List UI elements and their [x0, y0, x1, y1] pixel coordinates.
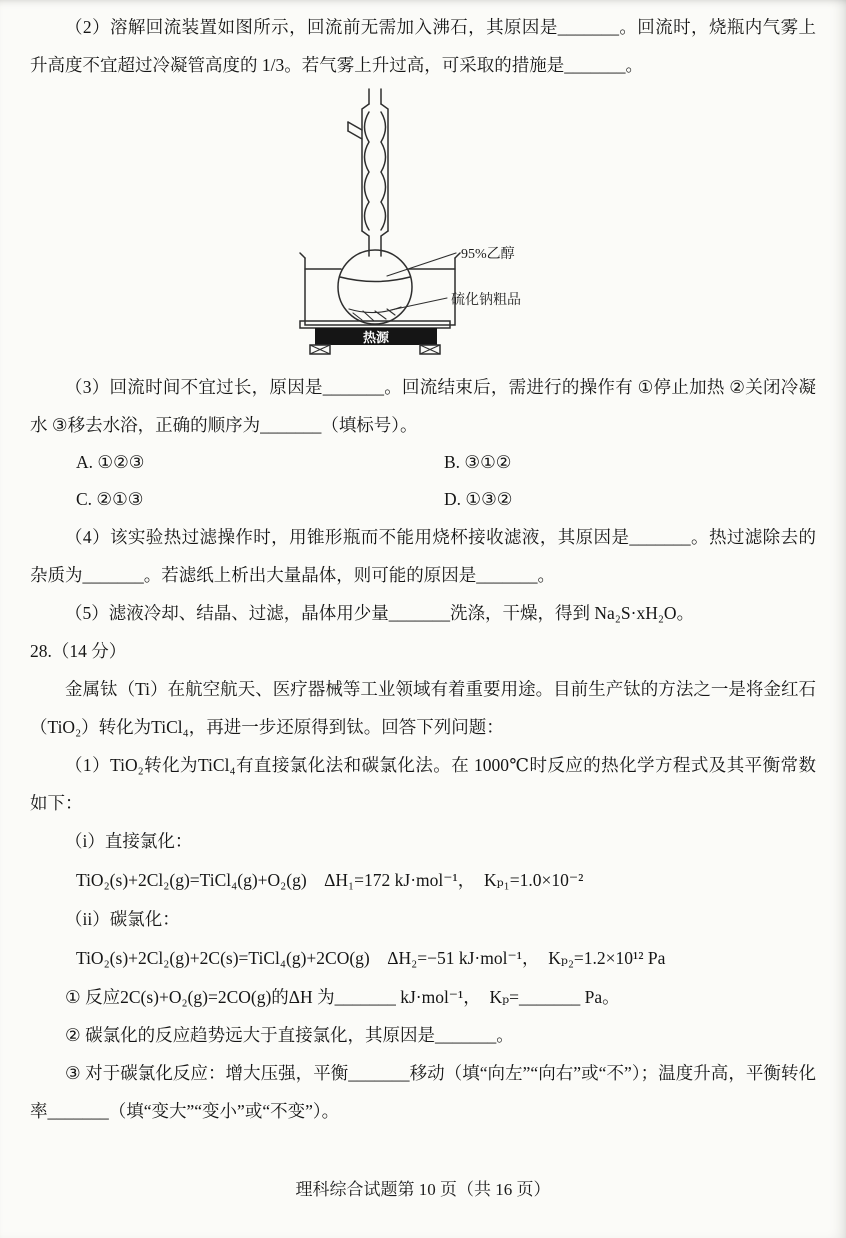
equation-carbochlorination: TiO₂(s)+2Cl₂(g)+2C(s)=TiCl₄(g)+2CO(g) ΔH₂=−51 kJ·mol⁻¹， Kₚ₂=1.2×10¹² Pa	[76, 948, 666, 968]
condenser-icon	[348, 89, 388, 256]
question-28-heading: 28.（14 分）	[30, 641, 127, 661]
carbochlorination-label: （ii）碳氯化：	[65, 909, 180, 929]
question-5-text: （5）滤液冷却、结晶、过滤，晶体用少量_______洗涤，干燥，得到 Na₂S·xH₂O。	[65, 603, 695, 623]
question-3-text: （3）回流时间不宜过长，原因是_______。回流结束后，需进行的操作有 ①停止加热 ②关闭冷凝水 ③移去水浴，正确的顺序为_______（填标号）。	[30, 377, 816, 435]
option-c: C. ②①③	[76, 489, 144, 509]
label-ethanol: 95%乙醇	[461, 247, 515, 262]
question-4-text: （4）该实验热过滤操作时，用锥形瓶而不能用烧杯接收滤液，其原因是_______。热过滤除去的杂质为_______。若滤纸上析出大量晶体，则可能的原因是_______。	[30, 527, 816, 585]
label-heat-source: 热源	[362, 330, 390, 345]
reflux-apparatus-figure	[30, 86, 816, 368]
label-crude-product: 硫化钠粗品	[451, 293, 521, 308]
question-28-item-3: ③ 对于碳氯化反应：增大压强，平衡_______移动（填“向左”“向右”或“不”）；温度升高，平衡转化率_______（填“变大”“变小”或“不变”）。	[30, 1063, 816, 1121]
page-footer: 理科综合试题第 10 页（共 16 页）	[295, 1180, 551, 1199]
options-row-2	[76, 481, 816, 518]
question-3-options	[76, 444, 816, 518]
question-28-sub1: （1）TiO₂转化为TiCl₄有直接氯化法和碳氯化法。在 1000℃时反应的热化学方程式及其平衡常数如下：	[30, 755, 816, 813]
direct-chlorination-label: （i）直接氯化：	[65, 831, 193, 851]
question-28-intro: 金属钛（Ti）在航空航天、医疗器械等工业领域有着重要用途。目前生产钛的方法之一是将金红石（TiO₂）转化为TiCl₄，再进一步还原得到钛。回答下列问题：	[30, 679, 816, 737]
options-row-1	[76, 444, 816, 481]
crude-leader-line	[391, 298, 447, 310]
question-28-item-2: ② 碳氯化的反应趋势远大于直接氯化，其原因是_______。	[65, 1025, 514, 1045]
equation-direct-chlorination: TiO₂(s)+2Cl₂(g)=TiCl₄(g)+O₂(g) ΔH₁=172 kJ·mol⁻¹， Kₚ₁=1.0×10⁻²	[76, 870, 584, 890]
option-d: D. ①③②	[444, 489, 513, 509]
option-b: B. ③①②	[444, 452, 512, 472]
ethanol-leader-line	[387, 253, 456, 276]
option-a: A. ①②③	[76, 452, 145, 472]
reflux-apparatus-diagram	[163, 86, 683, 368]
question-2-text: （2）溶解回流装置如图所示，回流前无需加入沸石，其原因是_______。回流时，烧瓶内气雾上升高度不宜超过冷凝管高度的 1/3。若气雾上升过高，可采取的措施是_______。	[30, 17, 816, 75]
question-28-item-1: ① 反应2C(s)+O₂(g)=2CO(g)的ΔH 为_______ kJ·mol⁻¹， Kₚ=_______ Pa。	[65, 987, 620, 1007]
